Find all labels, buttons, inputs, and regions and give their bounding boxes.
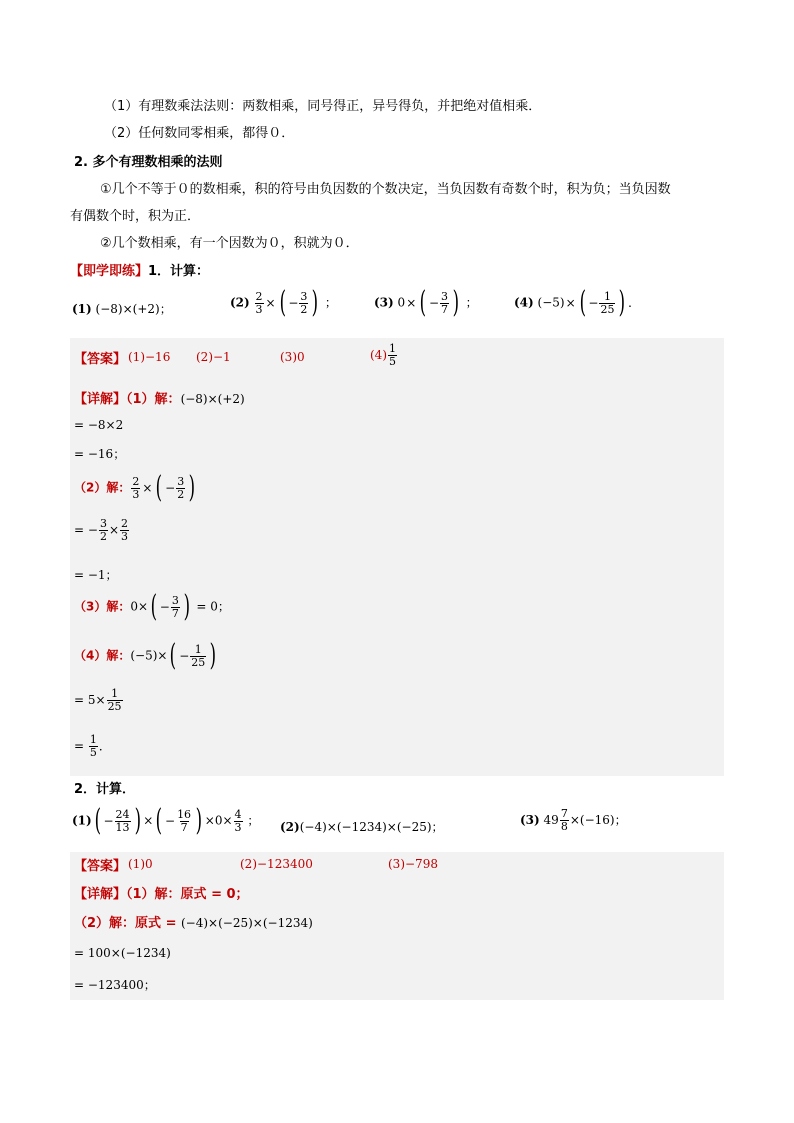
- exercise-1-heading: [70, 260, 209, 279]
- ex1-detail-1-line-3: = −16；: [74, 447, 126, 461]
- ex2-question-2: (2)(−4)×(−1234)×(−25)；: [280, 820, 444, 834]
- rule-2: （2）任何数同零相乘，都得０．: [104, 126, 295, 141]
- ex1-detail-2-line-3: = −1；: [74, 568, 118, 582]
- ex2-question-1: (1) ( − $\frac{24}{13}$ ) × ( − $\frac{16}{7}$ ) ×0× $\frac{4}{3}$ ；: [72, 803, 260, 838]
- ex2-answer-1: (1)0: [128, 857, 153, 871]
- ex1-detail-3: （3）解：0× ( − $\frac{3}{7}$ ) = 0；: [74, 589, 230, 624]
- question-label: (3): [374, 295, 394, 310]
- ex2-answer-2: (2)−123400: [240, 857, 313, 871]
- exercise-1-title: 1．计算：: [148, 264, 210, 279]
- ex2-detail-1: 【详解】（1）解：原式 = 0；: [74, 887, 249, 902]
- ex1-question-4: (4) (−5)× ( − $\frac{1}{25}$ ) ．: [514, 285, 641, 320]
- rule-paragraph-1a: ①几个不等于０的数相乘，积的符号由负因数的个数决定，当负因数有奇数个时，积为负；当负因数: [100, 182, 671, 197]
- ex1-answer-4: (4) $\frac{1}{5}$: [370, 342, 396, 368]
- ex1-question-1: [72, 300, 172, 317]
- ex1-detail-4-line-2: = 5× $\frac{1}{25}$: [74, 687, 122, 713]
- exercise-2-title: 2．计算．: [74, 782, 136, 797]
- fraction: $\frac{3}{7}$: [441, 289, 449, 316]
- question-label: (1): [72, 302, 92, 316]
- rule-1: （1）有理数乘法法则：两数相乘，同号得正，异号得负，并把绝对值相乘．: [104, 99, 542, 114]
- answer-tag: 【答案】: [74, 352, 127, 367]
- question-label: (4): [514, 295, 534, 310]
- rule-paragraph-1b: 有偶数个时，积为正．: [70, 209, 201, 224]
- rule-paragraph-2: ②几个数相乘，有一个因数为０，积就为０．: [100, 236, 359, 251]
- ex2-detail-2-head: （2）解：原式 = (−4)×(−25)×(−1234): [74, 916, 313, 931]
- ex1-question-3: (3) 0× ( − $\frac{3}{7}$ ) ；: [374, 285, 478, 320]
- section-heading: 2. 多个有理数相乘的法则: [74, 155, 223, 170]
- ex1-answer-3: (3)0: [280, 350, 305, 364]
- ex2-detail-2-line-3: = −123400；: [74, 978, 156, 992]
- ex1-detail-4-line-3: = $\frac{1}{5}$ ．: [74, 733, 111, 759]
- question-label: (2): [230, 295, 250, 310]
- ex1-detail-2-line-2: = − $\frac{3}{2}$ × $\frac{2}{3}$: [74, 517, 128, 543]
- ex1-answer-1: (1)−16: [128, 350, 171, 364]
- ex1-question-2: (2) $\frac{2}{3}$ × ( − $\frac{3}{2}$ ) ；: [230, 285, 337, 320]
- fraction: $\frac{1}{25}$: [600, 289, 615, 316]
- ex1-detail-4-head: （4）解：(−5)× ( − $\frac{1}{25}$ ): [74, 638, 217, 673]
- ex1-answer-2: (2)−1: [196, 350, 231, 364]
- practice-tag: 【即学即练】: [70, 264, 149, 279]
- ex2-question-3: (3) 49 $\frac{7}{8}$ ×(−16)；: [520, 807, 627, 833]
- ex1-detail-1-head: 【详解】（1）解：(−8)×(+2): [74, 392, 245, 407]
- ex1-detail-2-head: （2）解： $\frac{2}{3}$ × ( − $\frac{3}{2}$ ): [74, 470, 196, 505]
- ex1-answer-line: [74, 348, 126, 367]
- question-expression: (−8)×(+2)；: [95, 302, 172, 316]
- ex1-detail-1-line-2: = −8×2: [74, 418, 124, 432]
- ex2-detail-2-line-2: = 100×(−1234): [74, 946, 171, 960]
- fraction: $\frac{2}{3}$: [255, 289, 263, 316]
- ex2-answer-3: (3)−798: [388, 857, 438, 871]
- fraction: $\frac{1}{5}$: [389, 342, 396, 368]
- ex2-answer-line: 【答案】: [74, 859, 127, 874]
- detail-tag: 【详解】: [74, 392, 127, 407]
- fraction: $\frac{3}{2}$: [300, 289, 308, 316]
